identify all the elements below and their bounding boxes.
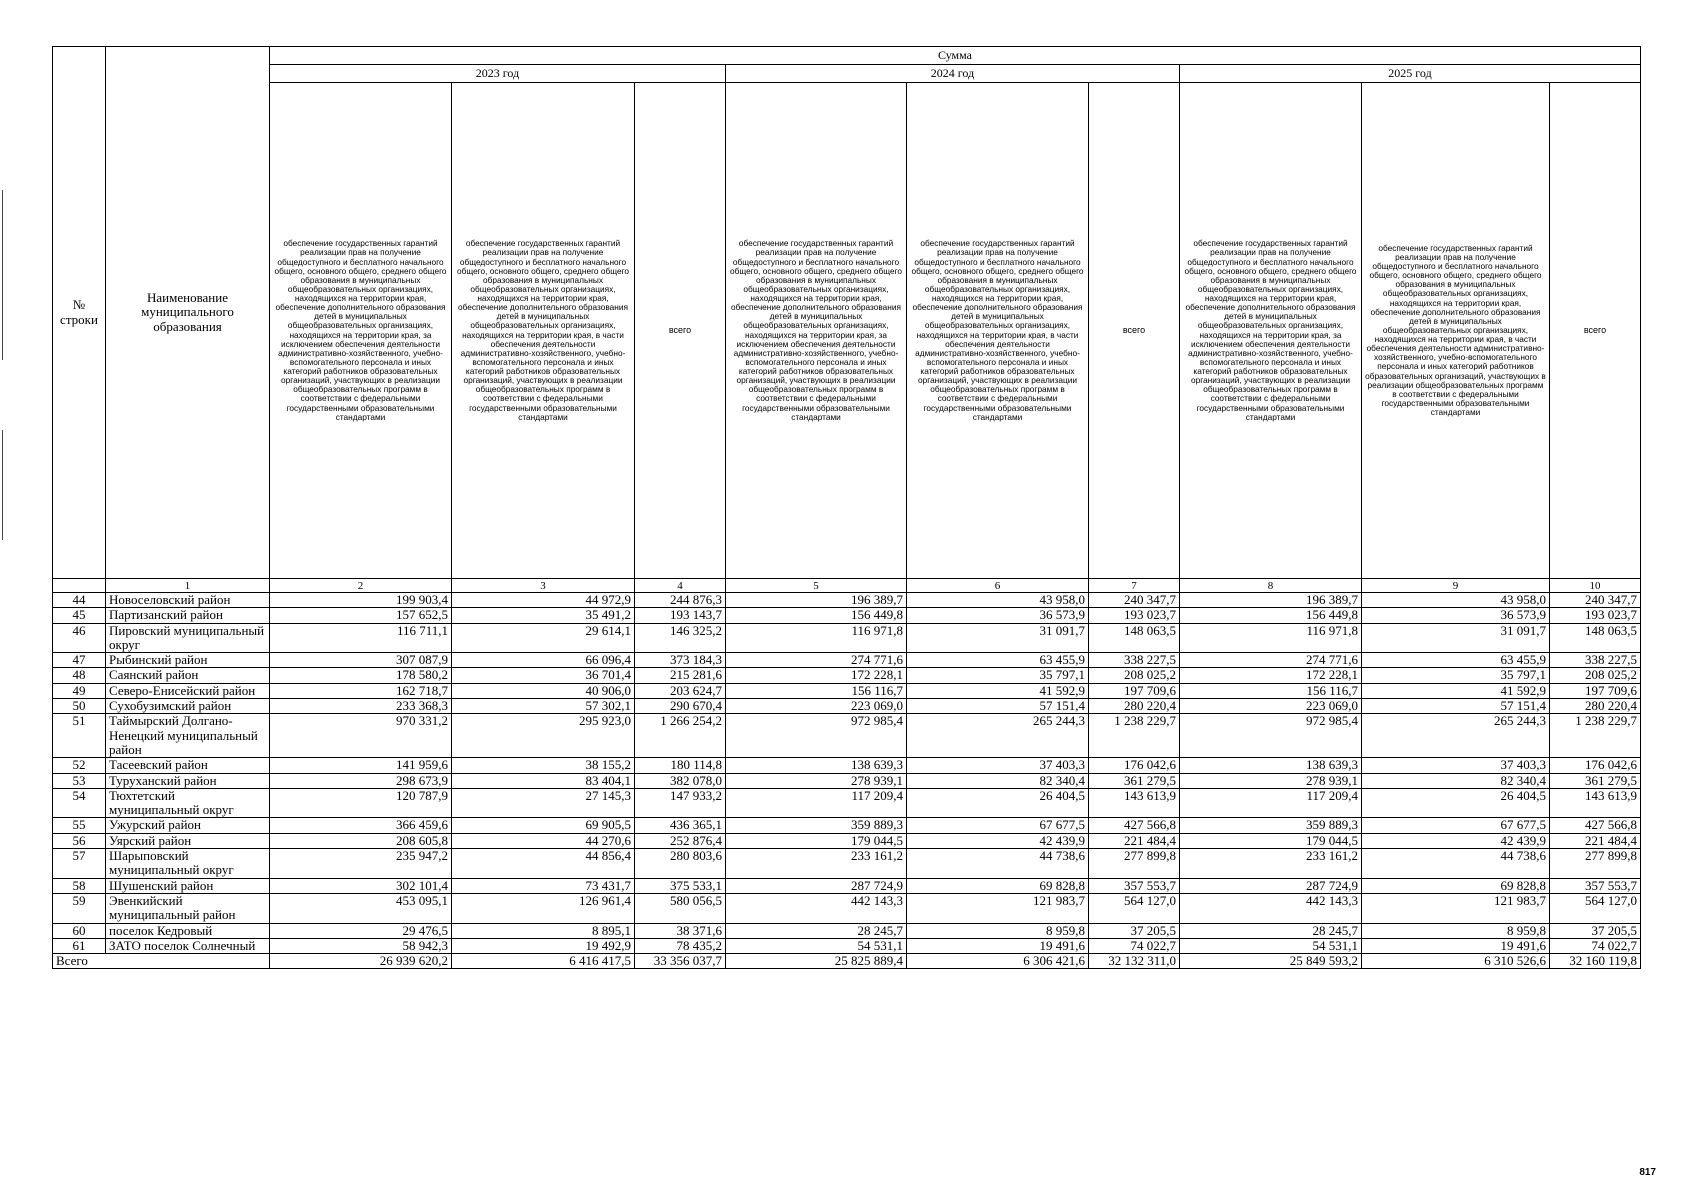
column-number-row <box>53 579 1641 593</box>
table-row <box>53 938 1641 953</box>
total-value: 6 310 526,6 <box>1362 954 1550 969</box>
municipality-name: Северо-Енисейский район <box>106 683 270 698</box>
total-value: 32 160 119,8 <box>1550 954 1641 969</box>
amount-cell: 38 155,2 <box>452 758 635 773</box>
row-number: 58 <box>53 878 106 893</box>
amount-cell: 274 771,6 <box>726 653 907 668</box>
amount-cell: 244 876,3 <box>635 593 726 608</box>
amount-cell: 274 771,6 <box>1180 653 1362 668</box>
amount-cell: 252 876,4 <box>635 833 726 848</box>
amount-cell: 141 959,6 <box>270 758 452 773</box>
header-sum: Сумма <box>270 47 1641 65</box>
total-value: 25 849 593,2 <box>1180 954 1362 969</box>
amount-cell: 375 533,1 <box>635 878 726 893</box>
header-desc-2025-main: обеспечение государственных гарантий реализации прав на получение общедоступного и бесплатного начального общего, основного общего, среднего общего образования в муниципальных общеобразовательных организациях, находящихся на территории края, обеспечение дополнительного образования детей в муниципальных общеобразовательных организациях, находящихся на территории края, за исключением обеспечения деятельности административно-хозяйственного, учебно-вспомогательного персонала и иных категорий работников образовательных организаций, участвующих в реализации общеобразовательных программ в соответствии с федеральными государственными образовательными стандартами <box>1180 83 1362 579</box>
amount-cell: 121 983,7 <box>1362 893 1550 923</box>
column-number: 1 <box>106 579 270 593</box>
amount-cell: 44 270,6 <box>452 833 635 848</box>
amount-cell: 197 709,6 <box>1089 683 1180 698</box>
municipality-name: Новоселовский район <box>106 593 270 608</box>
amount-cell: 36 573,9 <box>1362 608 1550 623</box>
header-year-2025: 2025 год <box>1180 65 1641 83</box>
amount-cell: 42 439,9 <box>1362 833 1550 848</box>
amount-cell: 287 724,9 <box>726 878 907 893</box>
amount-cell: 235 947,2 <box>270 849 452 879</box>
amount-cell: 436 365,1 <box>635 818 726 833</box>
amount-cell: 193 143,7 <box>635 608 726 623</box>
amount-cell: 156 116,7 <box>726 683 907 698</box>
amount-cell: 223 069,0 <box>726 699 907 714</box>
amount-cell: 240 347,7 <box>1089 593 1180 608</box>
amount-cell: 179 044,5 <box>1180 833 1362 848</box>
row-number: 54 <box>53 788 106 818</box>
amount-cell: 117 209,4 <box>726 788 907 818</box>
amount-cell: 58 942,3 <box>270 938 452 953</box>
header-desc-2024-support: обеспечение государственных гарантий реализации прав на получение общедоступного и бесплатного начального общего, основного общего, среднего общего образования в муниципальных общеобразовательных организациях, находящихся на территории края, обеспечение дополнительного образования детей в муниципальных общеобразовательных организациях, находящихся на территории края, в части обеспечения деятельности административно-хозяйственного, учебно-вспомогательного персонала и иных категорий работников образовательных организаций, участвующих в реализации общеобразовательных программ в соответствии с федеральными государственными образовательными стандартами <box>907 83 1089 579</box>
amount-cell: 121 983,7 <box>907 893 1089 923</box>
amount-cell: 43 958,0 <box>1362 593 1550 608</box>
budget-table <box>52 46 1641 969</box>
amount-cell: 427 566,8 <box>1550 818 1641 833</box>
municipality-name: Шарыповский муниципальный округ <box>106 849 270 879</box>
amount-cell: 8 895,1 <box>452 923 635 938</box>
amount-cell: 83 404,1 <box>452 773 635 788</box>
scan-margin-mark <box>2 190 4 360</box>
table-row <box>53 878 1641 893</box>
amount-cell: 143 613,9 <box>1550 788 1641 818</box>
row-number: 57 <box>53 849 106 879</box>
amount-cell: 37 205,5 <box>1550 923 1641 938</box>
amount-cell: 63 455,9 <box>907 653 1089 668</box>
amount-cell: 41 592,9 <box>907 683 1089 698</box>
amount-cell: 69 905,5 <box>452 818 635 833</box>
amount-cell: 35 797,1 <box>1362 668 1550 683</box>
municipality-name: Саянский район <box>106 668 270 683</box>
total-value: 6 416 417,5 <box>452 954 635 969</box>
amount-cell: 278 939,1 <box>1180 773 1362 788</box>
municipality-name: Пировский муниципальный округ <box>106 623 270 653</box>
amount-cell: 359 889,3 <box>1180 818 1362 833</box>
column-number: 6 <box>907 579 1089 593</box>
column-number: 5 <box>726 579 907 593</box>
amount-cell: 302 101,4 <box>270 878 452 893</box>
amount-cell: 82 340,4 <box>1362 773 1550 788</box>
table-row <box>53 668 1641 683</box>
amount-cell: 208 605,8 <box>270 833 452 848</box>
row-number: 49 <box>53 683 106 698</box>
municipality-name: Сухобузимский район <box>106 699 270 714</box>
total-value: 26 939 620,2 <box>270 954 452 969</box>
amount-cell: 359 889,3 <box>726 818 907 833</box>
amount-cell: 156 116,7 <box>1180 683 1362 698</box>
amount-cell: 427 566,8 <box>1089 818 1180 833</box>
header-year-2024: 2024 год <box>726 65 1180 83</box>
municipality-name: Партизанский район <box>106 608 270 623</box>
row-number: 52 <box>53 758 106 773</box>
header-desc-2024-main: обеспечение государственных гарантий реализации прав на получение общедоступного и бесплатного начального общего, основного общего, среднего общего образования в муниципальных общеобразовательных организациях, находящихся на территории края, обеспечение дополнительного образования детей в муниципальных общеобразовательных организациях, находящихся на территории края, за исключением обеспечения деятельности административно-хозяйственного, учебно-вспомогательного персонала и иных категорий работников образовательных организаций, участвующих в реализации общеобразовательных программ в соответствии с федеральными государственными образовательными стандартами <box>726 83 907 579</box>
amount-cell: 57 302,1 <box>452 699 635 714</box>
table-row <box>53 893 1641 923</box>
amount-cell: 26 404,5 <box>907 788 1089 818</box>
amount-cell: 117 209,4 <box>1180 788 1362 818</box>
amount-cell: 74 022,7 <box>1550 938 1641 953</box>
amount-cell: 69 828,8 <box>1362 878 1550 893</box>
column-number: 7 <box>1089 579 1180 593</box>
amount-cell: 116 971,8 <box>1180 623 1362 653</box>
table-row <box>53 849 1641 879</box>
amount-cell: 157 652,5 <box>270 608 452 623</box>
amount-cell: 233 161,2 <box>726 849 907 879</box>
amount-cell: 172 228,1 <box>1180 668 1362 683</box>
amount-cell: 196 389,7 <box>726 593 907 608</box>
amount-cell: 240 347,7 <box>1550 593 1641 608</box>
amount-cell: 116 971,8 <box>726 623 907 653</box>
amount-cell: 373 184,3 <box>635 653 726 668</box>
amount-cell: 564 127,0 <box>1550 893 1641 923</box>
amount-cell: 265 244,3 <box>907 714 1089 758</box>
amount-cell: 233 161,2 <box>1180 849 1362 879</box>
amount-cell: 148 063,5 <box>1550 623 1641 653</box>
amount-cell: 54 531,1 <box>726 938 907 953</box>
municipality-name: Тюхтетский муниципальный округ <box>106 788 270 818</box>
amount-cell: 27 145,3 <box>452 788 635 818</box>
amount-cell: 442 143,3 <box>726 893 907 923</box>
amount-cell: 361 279,5 <box>1550 773 1641 788</box>
row-number: 51 <box>53 714 106 758</box>
amount-cell: 357 553,7 <box>1550 878 1641 893</box>
amount-cell: 338 227,5 <box>1089 653 1180 668</box>
row-number: 56 <box>53 833 106 848</box>
header-total-2025: всего <box>1550 83 1641 579</box>
table-row <box>53 773 1641 788</box>
municipality-name: Шушенский район <box>106 878 270 893</box>
amount-cell: 366 459,6 <box>270 818 452 833</box>
amount-cell: 277 899,8 <box>1550 849 1641 879</box>
amount-cell: 361 279,5 <box>1089 773 1180 788</box>
amount-cell: 44 972,9 <box>452 593 635 608</box>
amount-cell: 382 078,0 <box>635 773 726 788</box>
municipality-name: поселок Кедровый <box>106 923 270 938</box>
amount-cell: 162 718,7 <box>270 683 452 698</box>
table-row <box>53 653 1641 668</box>
amount-cell: 29 476,5 <box>270 923 452 938</box>
amount-cell: 298 673,9 <box>270 773 452 788</box>
amount-cell: 44 738,6 <box>907 849 1089 879</box>
amount-cell: 67 677,5 <box>1362 818 1550 833</box>
amount-cell: 1 238 229,7 <box>1550 714 1641 758</box>
amount-cell: 221 484,4 <box>1089 833 1180 848</box>
amount-cell: 196 389,7 <box>1180 593 1362 608</box>
amount-cell: 41 592,9 <box>1362 683 1550 698</box>
table-row <box>53 608 1641 623</box>
column-number: 9 <box>1362 579 1550 593</box>
row-number: 46 <box>53 623 106 653</box>
header-total-2024: всего <box>1089 83 1180 579</box>
amount-cell: 972 985,4 <box>1180 714 1362 758</box>
amount-cell: 580 056,5 <box>635 893 726 923</box>
amount-cell: 143 613,9 <box>1089 788 1180 818</box>
amount-cell: 126 961,4 <box>452 893 635 923</box>
amount-cell: 36 573,9 <box>907 608 1089 623</box>
amount-cell: 43 958,0 <box>907 593 1089 608</box>
header-total-2023: всего <box>635 83 726 579</box>
table-row <box>53 833 1641 848</box>
table-row <box>53 714 1641 758</box>
amount-cell: 290 670,4 <box>635 699 726 714</box>
header-year-2023: 2023 год <box>270 65 726 83</box>
row-number: 59 <box>53 893 106 923</box>
amount-cell: 172 228,1 <box>726 668 907 683</box>
amount-cell: 215 281,6 <box>635 668 726 683</box>
amount-cell: 156 449,8 <box>726 608 907 623</box>
municipality-name: Тасеевский район <box>106 758 270 773</box>
amount-cell: 138 639,3 <box>1180 758 1362 773</box>
amount-cell: 199 903,4 <box>270 593 452 608</box>
amount-cell: 197 709,6 <box>1550 683 1641 698</box>
row-number: 50 <box>53 699 106 714</box>
table-row <box>53 923 1641 938</box>
municipality-name: Ужурский район <box>106 818 270 833</box>
amount-cell: 37 205,5 <box>1089 923 1180 938</box>
amount-cell: 179 044,5 <box>726 833 907 848</box>
amount-cell: 1 266 254,2 <box>635 714 726 758</box>
amount-cell: 19 491,6 <box>1362 938 1550 953</box>
amount-cell: 357 553,7 <box>1089 878 1180 893</box>
row-number: 55 <box>53 818 106 833</box>
amount-cell: 63 455,9 <box>1362 653 1550 668</box>
amount-cell: 44 856,4 <box>452 849 635 879</box>
amount-cell: 265 244,3 <box>1362 714 1550 758</box>
table-row <box>53 788 1641 818</box>
row-number: 60 <box>53 923 106 938</box>
amount-cell: 37 403,3 <box>907 758 1089 773</box>
amount-cell: 338 227,5 <box>1550 653 1641 668</box>
amount-cell: 35 491,2 <box>452 608 635 623</box>
table-row <box>53 623 1641 653</box>
header-desc-2025-support: обеспечение государственных гарантий реализации прав на получение общедоступного и бесплатного начального общего, основного общего, среднего общего образования в муниципальных общеобразовательных организациях, находящихся на территории края, обеспечение дополнительного образования детей в муниципальных общеобразовательных организациях, находящихся на территории края, в части обеспечения деятельности административно-хозяйственного, учебно-вспомогательного персонала и иных категорий работников образовательных организаций, участвующих в реализации общеобразовательных программ в соответствии с федеральными государственными образовательными стандартами <box>1362 83 1550 579</box>
amount-cell: 156 449,8 <box>1180 608 1362 623</box>
amount-cell: 295 923,0 <box>452 714 635 758</box>
amount-cell: 36 701,4 <box>452 668 635 683</box>
total-value: 25 825 889,4 <box>726 954 907 969</box>
amount-cell: 26 404,5 <box>1362 788 1550 818</box>
amount-cell: 970 331,2 <box>270 714 452 758</box>
amount-cell: 277 899,8 <box>1089 849 1180 879</box>
amount-cell: 148 063,5 <box>1089 623 1180 653</box>
amount-cell: 74 022,7 <box>1089 938 1180 953</box>
column-number: 3 <box>452 579 635 593</box>
amount-cell: 8 959,8 <box>907 923 1089 938</box>
total-label: Всего <box>53 954 270 969</box>
amount-cell: 442 143,3 <box>1180 893 1362 923</box>
header-desc-2023-support: обеспечение государственных гарантий реализации прав на получение общедоступного и бесплатного начального общего, основного общего, среднего общего образования в муниципальных общеобразовательных организациях, находящихся на территории края, обеспечение дополнительного образования детей в муниципальных общеобразовательных организациях, находящихся на территории края, в части обеспечения деятельности административно-хозяйственного, учебно-вспомогательного персонала и иных категорий работников образовательных организаций, участвующих в реализации общеобразовательных программ в соответствии с федеральными государственными образовательными стандартами <box>452 83 635 579</box>
column-number: 4 <box>635 579 726 593</box>
amount-cell: 221 484,4 <box>1550 833 1641 848</box>
amount-cell: 28 245,7 <box>726 923 907 938</box>
amount-cell: 19 491,6 <box>907 938 1089 953</box>
header-row-number: № строки <box>53 47 106 579</box>
amount-cell: 38 371,6 <box>635 923 726 938</box>
municipality-name: Рыбинский район <box>106 653 270 668</box>
amount-cell: 67 677,5 <box>907 818 1089 833</box>
scan-margin-mark <box>2 430 4 540</box>
row-number: 48 <box>53 668 106 683</box>
column-number <box>53 579 106 593</box>
total-value: 6 306 421,6 <box>907 954 1089 969</box>
total-value: 32 132 311,0 <box>1089 954 1180 969</box>
amount-cell: 138 639,3 <box>726 758 907 773</box>
municipality-name: Туруханский район <box>106 773 270 788</box>
amount-cell: 29 614,1 <box>452 623 635 653</box>
amount-cell: 147 933,2 <box>635 788 726 818</box>
column-number: 2 <box>270 579 452 593</box>
row-number: 53 <box>53 773 106 788</box>
amount-cell: 82 340,4 <box>907 773 1089 788</box>
amount-cell: 44 738,6 <box>1362 849 1550 879</box>
amount-cell: 193 023,7 <box>1550 608 1641 623</box>
row-number: 61 <box>53 938 106 953</box>
amount-cell: 120 787,9 <box>270 788 452 818</box>
amount-cell: 42 439,9 <box>907 833 1089 848</box>
table-row <box>53 818 1641 833</box>
table-row <box>53 699 1641 714</box>
column-number: 8 <box>1180 579 1362 593</box>
row-number: 45 <box>53 608 106 623</box>
amount-cell: 453 095,1 <box>270 893 452 923</box>
municipality-name: ЗАТО поселок Солнечный <box>106 938 270 953</box>
table-row <box>53 758 1641 773</box>
amount-cell: 193 023,7 <box>1089 608 1180 623</box>
table-row <box>53 593 1641 608</box>
header-desc-2023-main: обеспечение государственных гарантий реализации прав на получение общедоступного и бесплатного начального общего, основного общего, среднего общего образования в муниципальных общеобразовательных организациях, находящихся на территории края, обеспечение дополнительного образования детей в муниципальных общеобразовательных организациях, находящихся на территории края, за исключением обеспечения деятельности административно-хозяйственного, учебно-вспомогательного персонала и иных категорий работников образовательных организаций, участвующих в реализации общеобразовательных программ в соответствии с федеральными государственными образовательными стандартами <box>270 83 452 579</box>
municipality-name: Таймырский Долгано-Ненецкий муниципальный район <box>106 714 270 758</box>
amount-cell: 223 069,0 <box>1180 699 1362 714</box>
municipality-name: Эвенкийский муниципальный район <box>106 893 270 923</box>
amount-cell: 35 797,1 <box>907 668 1089 683</box>
amount-cell: 287 724,9 <box>1180 878 1362 893</box>
municipality-name: Уярский район <box>106 833 270 848</box>
amount-cell: 208 025,2 <box>1550 668 1641 683</box>
amount-cell: 280 220,4 <box>1550 699 1641 714</box>
amount-cell: 203 624,7 <box>635 683 726 698</box>
amount-cell: 1 238 229,7 <box>1089 714 1180 758</box>
amount-cell: 233 368,3 <box>270 699 452 714</box>
amount-cell: 31 091,7 <box>1362 623 1550 653</box>
header-municipality-name: Наименование муниципального образования <box>106 47 270 579</box>
column-number: 10 <box>1550 579 1641 593</box>
amount-cell: 307 087,9 <box>270 653 452 668</box>
amount-cell: 31 091,7 <box>907 623 1089 653</box>
amount-cell: 54 531,1 <box>1180 938 1362 953</box>
page-number: 817 <box>1639 1167 1656 1178</box>
row-number: 44 <box>53 593 106 608</box>
amount-cell: 78 435,2 <box>635 938 726 953</box>
amount-cell: 28 245,7 <box>1180 923 1362 938</box>
amount-cell: 37 403,3 <box>1362 758 1550 773</box>
row-number: 47 <box>53 653 106 668</box>
amount-cell: 280 220,4 <box>1089 699 1180 714</box>
amount-cell: 146 325,2 <box>635 623 726 653</box>
amount-cell: 66 096,4 <box>452 653 635 668</box>
total-row <box>53 954 1641 969</box>
amount-cell: 116 711,1 <box>270 623 452 653</box>
amount-cell: 40 906,0 <box>452 683 635 698</box>
total-value: 33 356 037,7 <box>635 954 726 969</box>
amount-cell: 564 127,0 <box>1089 893 1180 923</box>
amount-cell: 972 985,4 <box>726 714 907 758</box>
amount-cell: 280 803,6 <box>635 849 726 879</box>
amount-cell: 180 114,8 <box>635 758 726 773</box>
amount-cell: 8 959,8 <box>1362 923 1550 938</box>
amount-cell: 278 939,1 <box>726 773 907 788</box>
table-row <box>53 683 1641 698</box>
amount-cell: 57 151,4 <box>907 699 1089 714</box>
amount-cell: 19 492,9 <box>452 938 635 953</box>
amount-cell: 178 580,2 <box>270 668 452 683</box>
amount-cell: 69 828,8 <box>907 878 1089 893</box>
amount-cell: 57 151,4 <box>1362 699 1550 714</box>
amount-cell: 176 042,6 <box>1089 758 1180 773</box>
amount-cell: 73 431,7 <box>452 878 635 893</box>
amount-cell: 176 042,6 <box>1550 758 1641 773</box>
amount-cell: 208 025,2 <box>1089 668 1180 683</box>
